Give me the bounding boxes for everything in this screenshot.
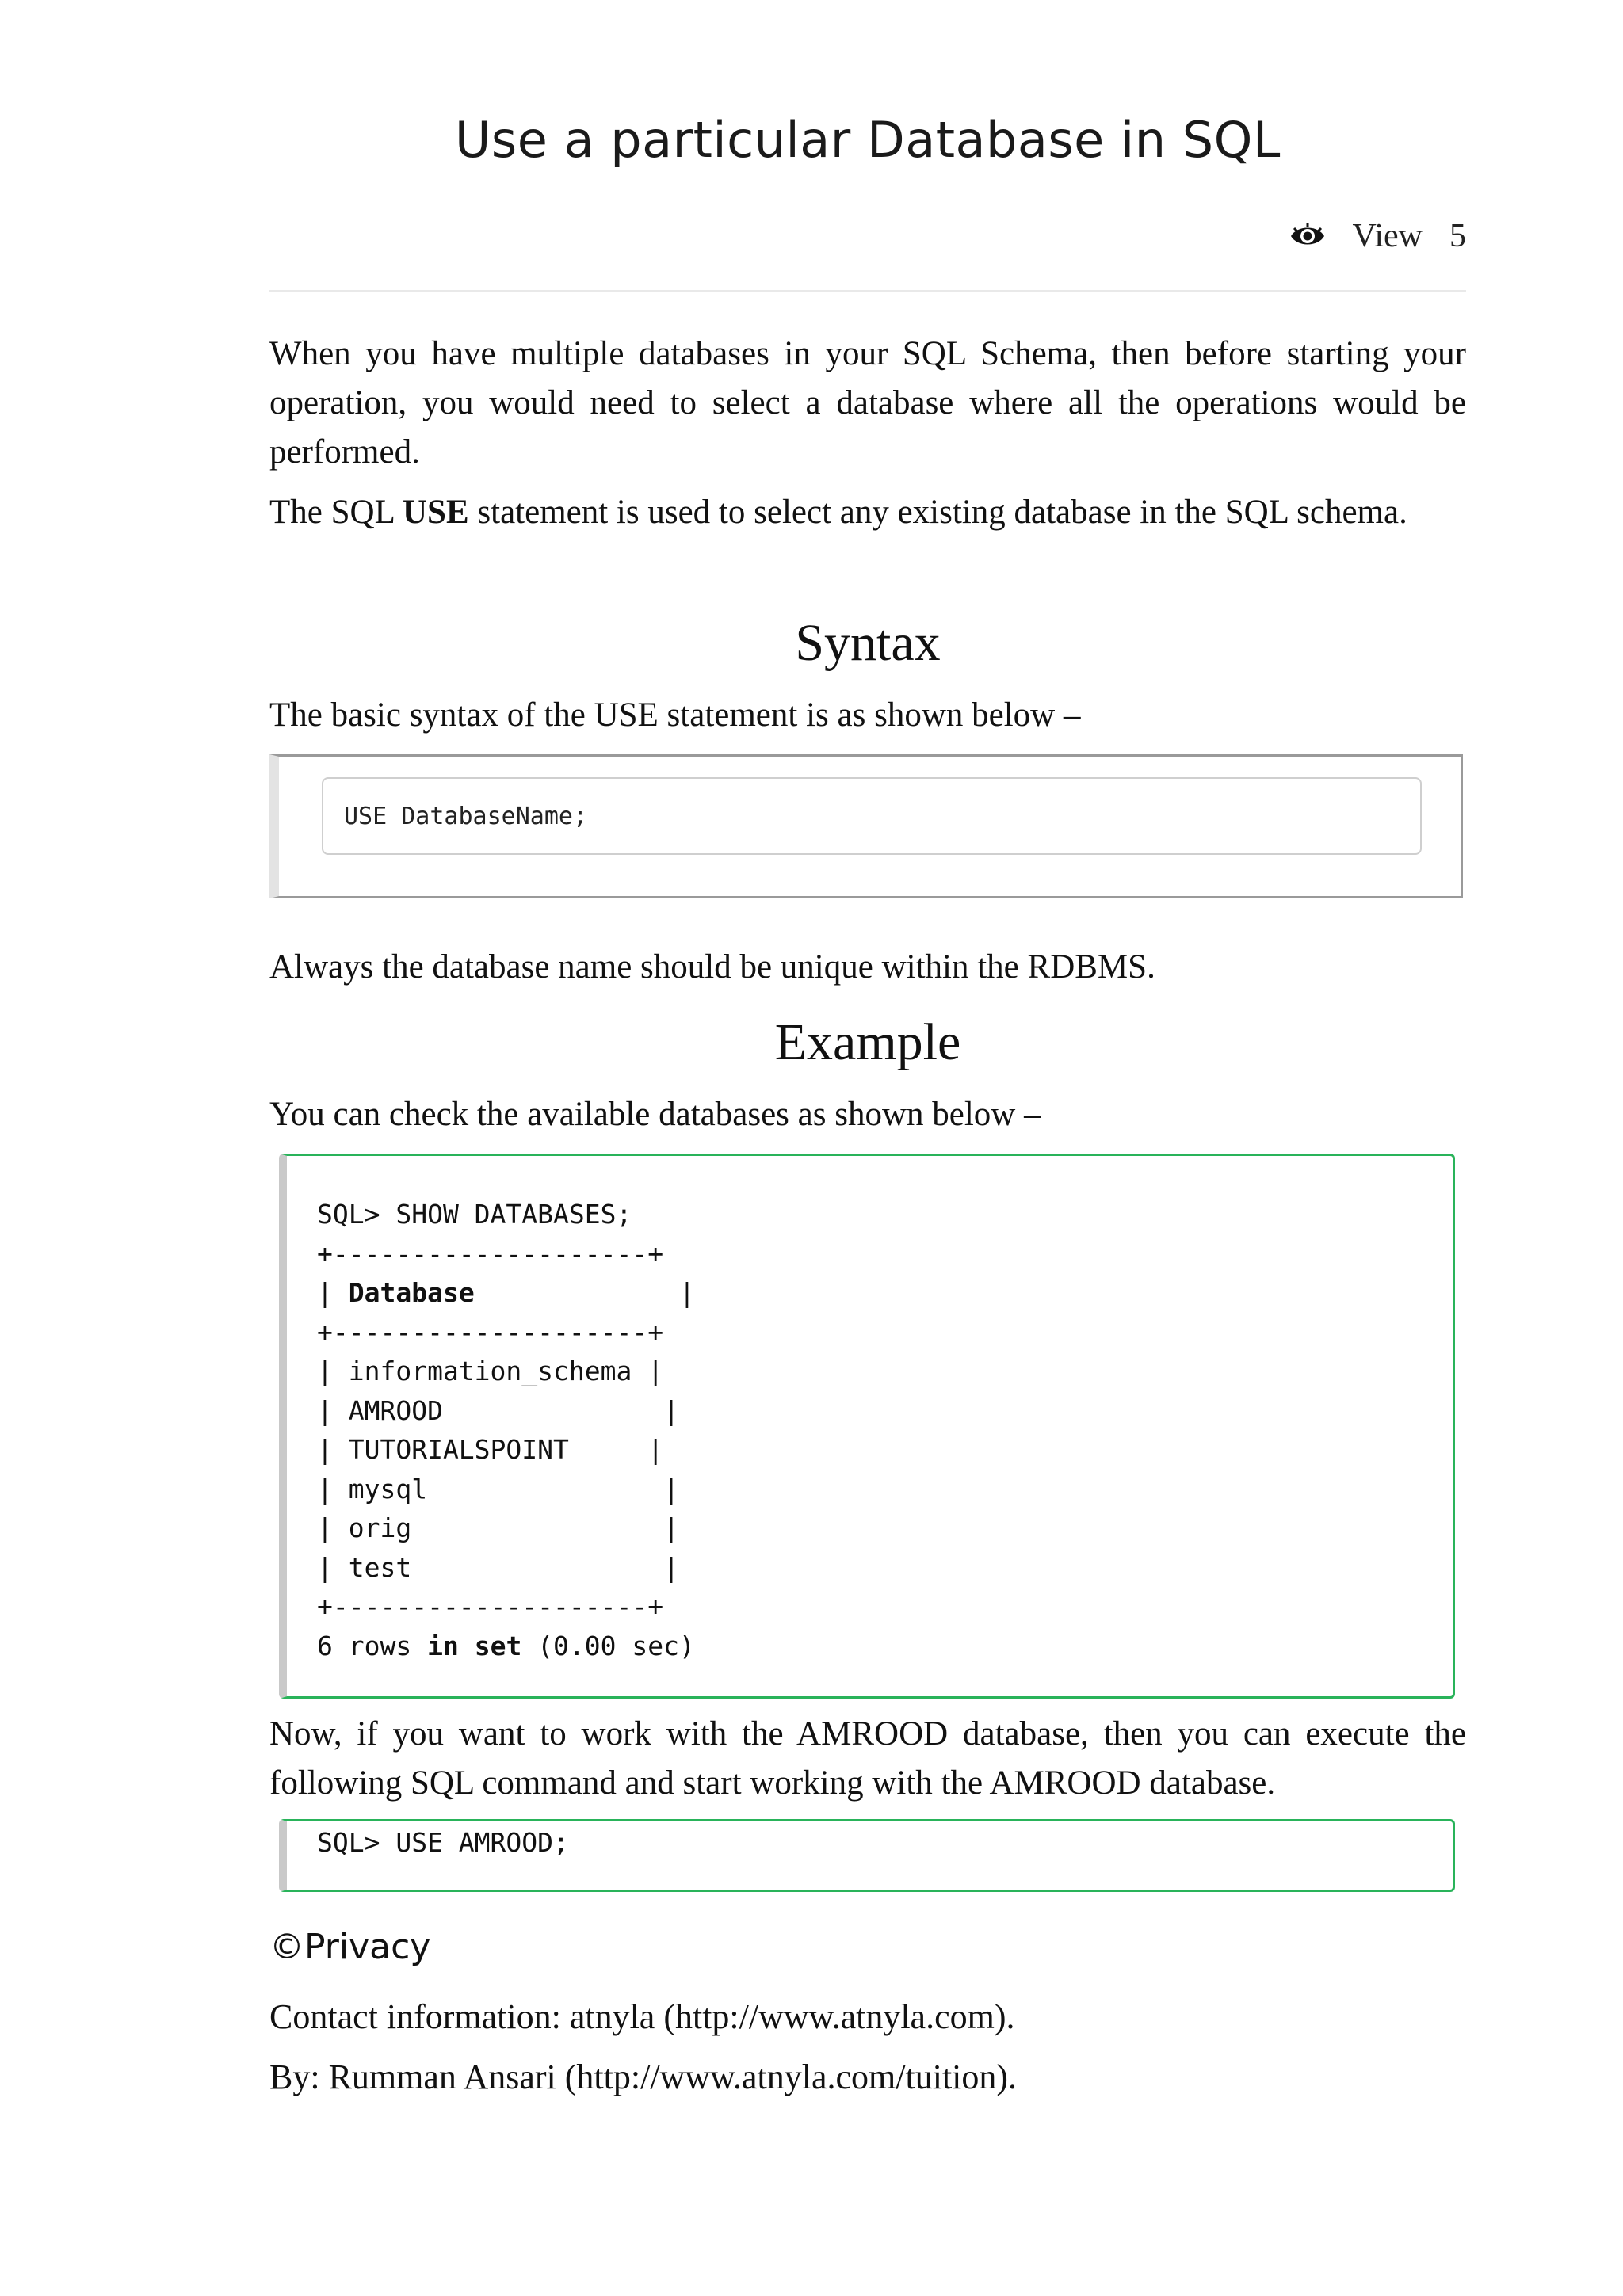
code-line: | (474, 1277, 695, 1308)
code-line: +--------------------+ (317, 1316, 664, 1348)
code-space (459, 1630, 475, 1661)
amrood-paragraph: Now, if you want to work with the AMROOD database, then you can execute the following SQL command and start working with the AMROOD database. (269, 1715, 1466, 1802)
use-text-before: The SQL (269, 494, 403, 531)
view-count: 5 (1449, 218, 1466, 254)
example-heading: Example (774, 1013, 961, 1071)
code-line: (0.00 sec) (521, 1630, 695, 1661)
code-line: +--------------------+ (317, 1238, 664, 1269)
use-text-after: statement is used to select any existing database in the SQL schema. (468, 494, 1407, 531)
code-line: | mysql | (317, 1473, 679, 1505)
syntax-code-block (269, 754, 1463, 898)
use-amrood-command: SQL> USE AMROOD; (317, 1827, 569, 1858)
code-line: | information_schema | (317, 1356, 664, 1386)
privacy-label: ©Privacy (269, 1927, 431, 1967)
view-label: View (1352, 218, 1423, 254)
code-line: SQL> SHOW DATABASES; (317, 1199, 632, 1230)
title-divider (269, 290, 1466, 292)
code-line: | test | (317, 1551, 679, 1583)
code-line: 6 rows (317, 1630, 428, 1661)
code-line: | TUTORIALSPOINT | (317, 1434, 664, 1465)
contact-info: Contact information: atnyla (http://www.atnyla.com). (269, 1997, 1015, 2036)
use-amrood-code-block (279, 1819, 1455, 1892)
column-header: Database (348, 1277, 475, 1308)
code-line: | orig | (317, 1512, 679, 1543)
show-databases-output (317, 1195, 695, 1665)
intro-paragraph: When you have multiple databases in your SQL Schema, then before starting your operation, you would need to select a database where all the operations would be performed. (269, 335, 1466, 471)
author-info: By: Rumman Ansari (http://www.atnyla.com/tuition). (269, 2058, 1018, 2096)
code-line: | (317, 1277, 349, 1308)
code-line: +--------------------+ (317, 1591, 664, 1622)
unique-name-note: Always the database name should be unique within the RDBMS. (269, 948, 1155, 986)
syntax-heading: Syntax (795, 614, 941, 672)
page-title: Use a particular Database in SQL (455, 111, 1281, 169)
show-databases-code-block (279, 1154, 1455, 1699)
eye-icon (1289, 221, 1326, 251)
syntax-code: USE DatabaseName; (322, 777, 1422, 855)
use-statement-paragraph (269, 488, 1466, 537)
code-line: | AMROOD | (317, 1394, 679, 1426)
syntax-intro: The basic syntax of the USE statement is as shown below – (269, 696, 1081, 734)
use-keyword: USE (403, 494, 469, 531)
sql-keyword: in (427, 1630, 459, 1661)
sql-keyword: set (474, 1630, 522, 1661)
view-counter (1289, 212, 1466, 260)
example-intro: You can check the available databases as shown below – (269, 1096, 1041, 1133)
